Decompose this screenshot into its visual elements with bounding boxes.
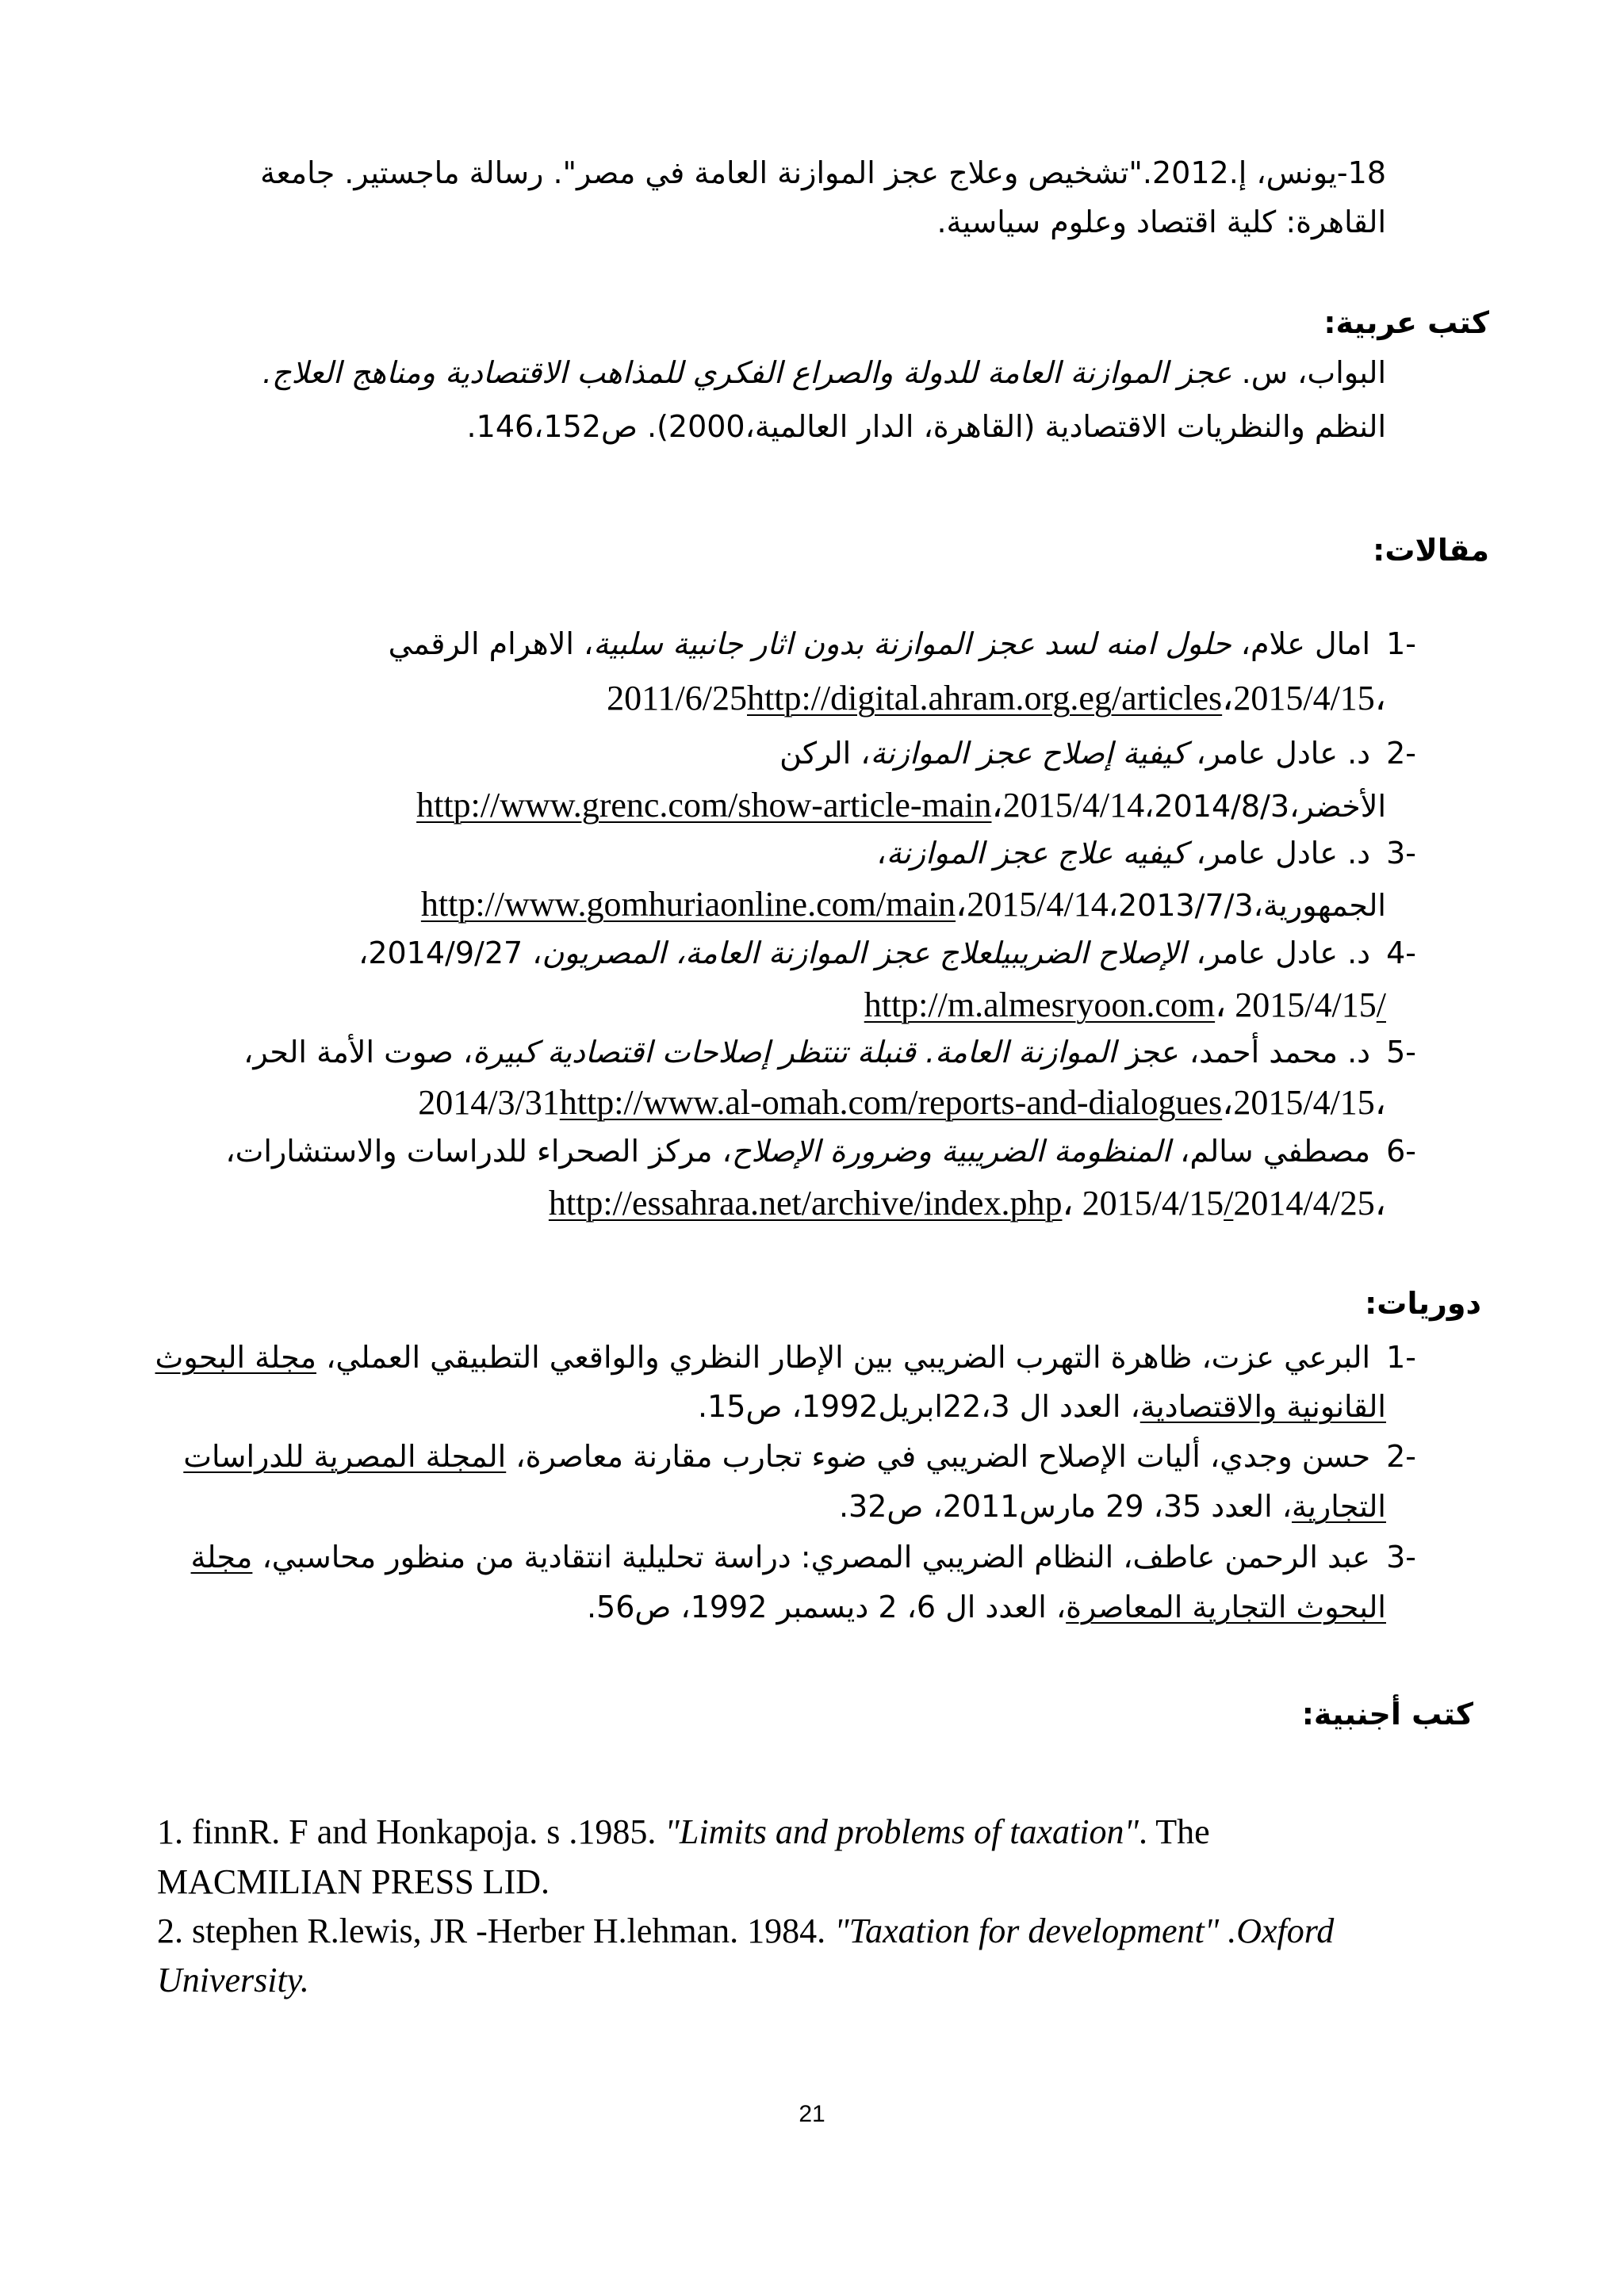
book-details: النظم والنظريات الاقتصادية (القاهرة، الدار العالمية،2000). ص146،152. bbox=[466, 409, 1386, 444]
periodicals-heading: دوريات: bbox=[1365, 1286, 1481, 1321]
source: ، الاهرام الرقمي bbox=[388, 626, 594, 661]
periodical-1-line-2 bbox=[698, 1389, 1386, 1424]
journal-name: المجلة المصرية للدراسات bbox=[183, 1439, 507, 1474]
publisher: . The bbox=[1138, 1812, 1210, 1851]
article-2-line-2 bbox=[416, 785, 1386, 825]
item-number: -6 bbox=[1386, 1134, 1416, 1169]
arabic-book-line-2 bbox=[467, 409, 1386, 444]
book-title: "Taxation for development" .Oxford bbox=[834, 1911, 1335, 1950]
article-link[interactable]: /http://essahraa.net/archive/index.php bbox=[548, 1184, 1234, 1223]
issue-details: ، العدد ال 6، 2 ديسمبر 1992، ص56. bbox=[586, 1590, 1067, 1624]
periodical-3-line-1 bbox=[191, 1540, 1416, 1575]
source: ، bbox=[876, 836, 887, 871]
item-number: 18- bbox=[1336, 155, 1386, 190]
item-number: -1 bbox=[1386, 626, 1416, 661]
access-date: ،2015/4/15 bbox=[1222, 1083, 1375, 1122]
source-date: الأخضر،2014/8/3، bbox=[1144, 789, 1386, 824]
access-date: ، 2015/4/15 bbox=[1062, 1184, 1224, 1223]
author-year: 2. stephen R.lewis, JR -Herber H.lehman. 1984. bbox=[157, 1911, 835, 1950]
book-title: عجز الموازنة العامة للدولة والصراع الفكري للمذاهب الاقتصادية ومناهج العلاج. bbox=[262, 355, 1232, 390]
publisher: University. bbox=[157, 1961, 309, 1999]
item-number: -2 bbox=[1386, 736, 1416, 771]
item-number: -1 bbox=[1386, 1340, 1416, 1375]
article-5-line-2 bbox=[418, 1082, 1386, 1123]
author: د. عادل عامر، bbox=[1186, 736, 1371, 771]
author: البواب، س. bbox=[1241, 355, 1386, 390]
article-title: حلول امنه لسد عجز الموازنة بدون اثار جانبية سلبية bbox=[593, 626, 1231, 661]
article-link[interactable]: http://www.gomhuriaonline.com/main bbox=[420, 885, 956, 924]
source: ، 2014/9/27، bbox=[358, 936, 542, 970]
source: ، مركز الصحراء للدراسات والاستشارات، bbox=[225, 1134, 732, 1169]
source: ، صوت الأمة الحر، bbox=[243, 1035, 473, 1070]
foreign-book-1-line-2 bbox=[157, 1862, 550, 1902]
item-number: -3 bbox=[1386, 1540, 1416, 1575]
arabic-books-heading: كتب عربية: bbox=[1323, 305, 1489, 340]
item-number: -4 bbox=[1386, 936, 1416, 970]
article-link[interactable]: /http://m.almesryoon.com bbox=[864, 985, 1386, 1024]
source-date: الجمهورية،2013/7/3، bbox=[1108, 888, 1386, 923]
article-3-line-1 bbox=[876, 836, 1416, 871]
article-6-line-2 bbox=[549, 1183, 1386, 1223]
article-link[interactable]: http://www.grenc.com/show-article-main bbox=[416, 786, 992, 825]
author: د. عادل عامر، bbox=[1186, 836, 1371, 871]
article-3-line-2 bbox=[421, 884, 1386, 924]
arabic-book-line-1 bbox=[262, 355, 1386, 390]
article-6-line-1 bbox=[225, 1134, 1416, 1169]
foreign-book-1-line-1 bbox=[157, 1812, 1210, 1852]
publish-date: ،2014/4/25 bbox=[1233, 1184, 1386, 1223]
journal-name: البحوث التجارية المعاصرة bbox=[1066, 1590, 1386, 1624]
author: امال علام، bbox=[1231, 626, 1371, 661]
author-title: البرعي عزت، ظاهرة التهرب الضريبي بين الإطار النظري والواقعي التطبيقي العملي، bbox=[316, 1340, 1371, 1375]
access-date: ،2015/4/15 bbox=[1222, 679, 1375, 718]
periodical-2-line-1 bbox=[183, 1439, 1416, 1474]
journal-name: مجلة bbox=[190, 1540, 253, 1575]
journal-name: مجلة البحوث bbox=[155, 1340, 316, 1375]
access-date: ،2015/4/14 bbox=[956, 885, 1109, 924]
articles-heading: مقالات: bbox=[1373, 533, 1489, 568]
foreign-book-2-line-1 bbox=[157, 1911, 1334, 1951]
page-number: 21 bbox=[799, 2101, 825, 2127]
publisher: MACMILIAN PRESS LID. bbox=[157, 1862, 550, 1901]
article-4-line-2 bbox=[864, 985, 1386, 1025]
access-date: ، 2015/4/15 bbox=[1215, 985, 1377, 1024]
publish-date: ،2014/3/31 bbox=[418, 1083, 1386, 1122]
book-title: "Limits and problems of taxation" bbox=[665, 1812, 1139, 1851]
author-title: حسن وجدي، أليات الإصلاح الضريبي في ضوء تجارب مقارنة معاصرة، bbox=[506, 1439, 1371, 1474]
journal-name: القانونية والاقتصادية bbox=[1139, 1389, 1386, 1424]
foreign-book-2-line-2 bbox=[157, 1960, 309, 2000]
source: ، الركن bbox=[779, 736, 871, 771]
article-link[interactable]: http://digital.ahram.org.eg/articles bbox=[747, 679, 1223, 718]
article-5-line-1 bbox=[243, 1035, 1416, 1070]
thesis-line-2 bbox=[936, 205, 1386, 239]
item-number: -3 bbox=[1386, 836, 1416, 871]
author: د. محمد أحمد، عجز bbox=[1116, 1035, 1371, 1070]
issue-details: ، العدد ال 22،3ابريل1992، ص15. bbox=[697, 1389, 1140, 1424]
issue-details: ، العدد 35، 29 مارس2011، ص32. bbox=[838, 1489, 1292, 1524]
author: د. عادل عامر، bbox=[1186, 936, 1371, 970]
periodical-1-line-1 bbox=[155, 1340, 1416, 1375]
article-1-line-1 bbox=[389, 626, 1416, 661]
access-date: ،2015/4/14 bbox=[991, 786, 1145, 825]
thesis-text: القاهرة: كلية اقتصاد وعلوم سياسية. bbox=[936, 205, 1386, 239]
periodical-2-line-2 bbox=[839, 1489, 1386, 1524]
journal-name: التجارية bbox=[1291, 1489, 1386, 1524]
article-title: الإصلاح الضريبيلعلاج عجز الموازنة العامة، المصريون bbox=[542, 936, 1187, 970]
article-2-line-1 bbox=[779, 736, 1416, 771]
thesis-line-1 bbox=[260, 155, 1386, 190]
article-title: الموازنة العامة. قنبلة تنتظر إصلاحات اقتصادية كبيرة bbox=[473, 1035, 1116, 1070]
article-1-line-2 bbox=[607, 678, 1386, 718]
article-4-line-1 bbox=[358, 936, 1416, 970]
author-year: 1. finnR. F and Honkapoja. s .1985. bbox=[157, 1812, 665, 1851]
periodical-3-line-2 bbox=[587, 1590, 1386, 1624]
article-title: كيفية إصلاح عجز الموازنة bbox=[870, 736, 1187, 771]
foreign-books-heading: كتب أجنبية: bbox=[1301, 1697, 1473, 1732]
thesis-text: يونس، إ.2012."تشخيص وعلاج عجز الموازنة العامة في مصر". رسالة ماجستير. جامعة bbox=[260, 155, 1337, 190]
author-title: عبد الرحمن عاطف، النظام الضريبي المصري: دراسة تحليلية انتقادية من منظور محاسبي، bbox=[252, 1540, 1371, 1575]
item-number: -2 bbox=[1386, 1439, 1416, 1474]
article-link[interactable]: http://www.al-omah.com/reports-and-dialogues bbox=[559, 1083, 1223, 1122]
article-title: المنظومة الضريبية وضرورة الإصلاح bbox=[731, 1134, 1170, 1169]
publish-date: ،2011/6/25 bbox=[607, 679, 1386, 718]
article-title: كيفيه علاج عجز الموازنة bbox=[886, 836, 1187, 871]
author: مصطفي سالم، bbox=[1170, 1134, 1371, 1169]
item-number: -5 bbox=[1386, 1035, 1416, 1070]
